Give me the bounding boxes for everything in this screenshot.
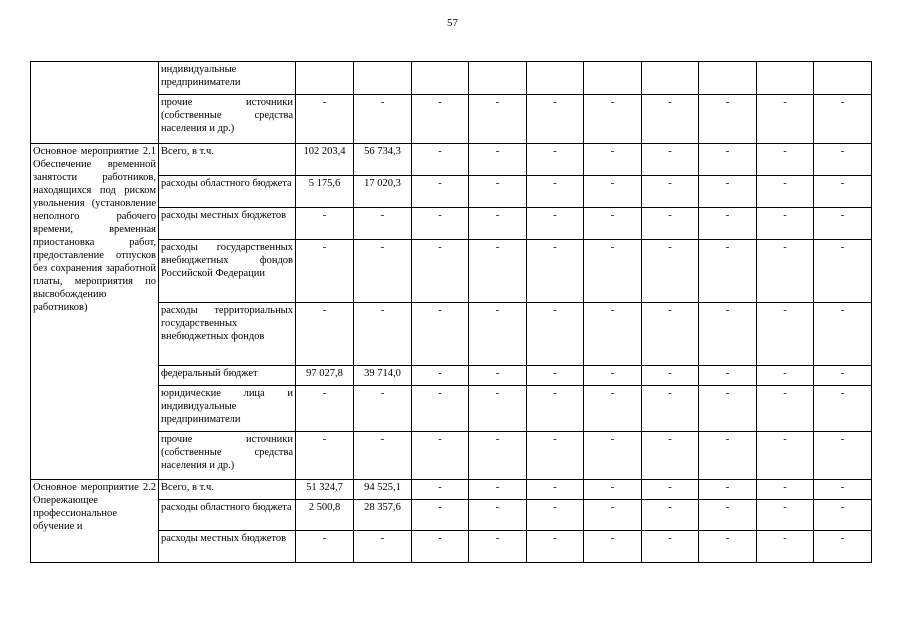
- value-cell: -: [296, 240, 354, 303]
- value-cell: -: [642, 500, 699, 531]
- value-cell: -: [469, 208, 527, 240]
- value-cell: -: [757, 366, 814, 386]
- value-cell: [354, 62, 412, 95]
- funding-source-cell: расходы территориальных государственных внебюджетных фондов: [159, 303, 296, 366]
- value-cell: -: [699, 95, 757, 144]
- value-cell: 39 714,0: [354, 366, 412, 386]
- value-cell: -: [814, 366, 872, 386]
- value-cell: -: [527, 500, 584, 531]
- value-cell: -: [699, 432, 757, 480]
- value-cell: -: [469, 95, 527, 144]
- value-cell: [814, 62, 872, 95]
- value-cell: 97 027,8: [296, 366, 354, 386]
- value-cell: -: [584, 531, 642, 563]
- funding-source-cell: прочие источники (собственные средства населения и др.): [159, 432, 296, 480]
- value-cell: -: [527, 432, 584, 480]
- value-cell: -: [296, 531, 354, 563]
- value-cell: -: [642, 366, 699, 386]
- value-cell: -: [814, 144, 872, 176]
- value-cell: -: [296, 386, 354, 432]
- value-cell: -: [527, 240, 584, 303]
- value-cell: [412, 62, 469, 95]
- value-cell: -: [584, 366, 642, 386]
- value-cell: -: [527, 531, 584, 563]
- value-cell: -: [642, 176, 699, 208]
- value-cell: -: [642, 95, 699, 144]
- value-cell: [469, 62, 527, 95]
- value-cell: -: [814, 95, 872, 144]
- value-cell: -: [412, 95, 469, 144]
- value-cell: -: [814, 432, 872, 480]
- value-cell: -: [757, 176, 814, 208]
- value-cell: -: [412, 144, 469, 176]
- value-cell: -: [757, 531, 814, 563]
- value-cell: -: [469, 366, 527, 386]
- value-cell: -: [757, 208, 814, 240]
- value-cell: [757, 62, 814, 95]
- funding-source-cell: расходы областного бюджета: [159, 176, 296, 208]
- value-cell: 28 357,6: [354, 500, 412, 531]
- value-cell: -: [412, 208, 469, 240]
- value-cell: -: [699, 144, 757, 176]
- value-cell: -: [296, 303, 354, 366]
- value-cell: -: [469, 176, 527, 208]
- value-cell: -: [699, 500, 757, 531]
- value-cell: -: [814, 500, 872, 531]
- value-cell: -: [469, 386, 527, 432]
- funding-source-cell: прочие источники (собственные средства населения и др.): [159, 95, 296, 144]
- value-cell: -: [584, 208, 642, 240]
- value-cell: -: [412, 303, 469, 366]
- value-cell: -: [412, 500, 469, 531]
- value-cell: -: [699, 240, 757, 303]
- value-cell: [584, 62, 642, 95]
- value-cell: -: [757, 500, 814, 531]
- value-cell: [642, 62, 699, 95]
- value-cell: -: [699, 480, 757, 500]
- value-cell: -: [354, 531, 412, 563]
- value-cell: -: [642, 240, 699, 303]
- value-cell: -: [584, 240, 642, 303]
- value-cell: -: [527, 95, 584, 144]
- funding-source-cell: расходы государственных внебюджетных фондов Российской Федерации: [159, 240, 296, 303]
- value-cell: -: [412, 386, 469, 432]
- table-row: [31, 62, 872, 95]
- value-cell: [699, 62, 757, 95]
- funding-source-cell: расходы местных бюджетов: [159, 208, 296, 240]
- value-cell: -: [757, 432, 814, 480]
- value-cell: -: [412, 366, 469, 386]
- value-cell: -: [469, 432, 527, 480]
- page-number: 57: [447, 17, 458, 29]
- value-cell: -: [814, 240, 872, 303]
- value-cell: -: [699, 208, 757, 240]
- funding-source-cell: федеральный бюджет: [159, 366, 296, 386]
- value-cell: -: [412, 176, 469, 208]
- value-cell: 102 203,4: [296, 144, 354, 176]
- value-cell: -: [354, 432, 412, 480]
- value-cell: -: [584, 144, 642, 176]
- value-cell: -: [527, 480, 584, 500]
- value-cell: -: [412, 240, 469, 303]
- value-cell: -: [642, 208, 699, 240]
- value-cell: -: [757, 144, 814, 176]
- value-cell: -: [584, 95, 642, 144]
- value-cell: 51 324,7: [296, 480, 354, 500]
- value-cell: -: [642, 480, 699, 500]
- value-cell: -: [642, 144, 699, 176]
- funding-source-cell: Всего, в т.ч.: [159, 480, 296, 500]
- value-cell: -: [296, 95, 354, 144]
- value-cell: -: [699, 386, 757, 432]
- value-cell: -: [757, 386, 814, 432]
- funding-source-cell: расходы местных бюджетов: [159, 531, 296, 563]
- value-cell: -: [527, 144, 584, 176]
- value-cell: -: [412, 432, 469, 480]
- value-cell: -: [527, 208, 584, 240]
- value-cell: -: [814, 386, 872, 432]
- value-cell: -: [699, 176, 757, 208]
- value-cell: -: [699, 366, 757, 386]
- value-cell: -: [469, 480, 527, 500]
- value-cell: 17 020,3: [354, 176, 412, 208]
- value-cell: -: [584, 386, 642, 432]
- value-cell: -: [814, 303, 872, 366]
- value-cell: -: [354, 240, 412, 303]
- value-cell: -: [814, 531, 872, 563]
- value-cell: 94 525,1: [354, 480, 412, 500]
- value-cell: -: [469, 531, 527, 563]
- value-cell: -: [584, 432, 642, 480]
- value-cell: -: [699, 303, 757, 366]
- value-cell: -: [584, 303, 642, 366]
- value-cell: -: [642, 386, 699, 432]
- event-cell: Основное мероприятие 2.1 Обеспечение временной занятости работников, находящихся под риском увольнения (установление неполного рабочего времени, временная приостановка работ, предоставление отпусков без сохранения заработной платы, мероприятия по высвобождению работников): [31, 144, 159, 480]
- funding-source-cell: Всего, в т.ч.: [159, 144, 296, 176]
- value-cell: -: [354, 95, 412, 144]
- value-cell: -: [814, 176, 872, 208]
- value-cell: -: [814, 208, 872, 240]
- value-cell: -: [354, 386, 412, 432]
- table-row: [31, 480, 872, 500]
- value-cell: -: [757, 95, 814, 144]
- value-cell: -: [699, 531, 757, 563]
- value-cell: -: [412, 531, 469, 563]
- value-cell: -: [527, 176, 584, 208]
- value-cell: -: [584, 176, 642, 208]
- value-cell: -: [469, 303, 527, 366]
- value-cell: -: [354, 208, 412, 240]
- value-cell: 5 175,6: [296, 176, 354, 208]
- budget-table: [30, 61, 872, 563]
- value-cell: -: [527, 386, 584, 432]
- value-cell: [296, 62, 354, 95]
- value-cell: -: [527, 366, 584, 386]
- table-row: [31, 144, 872, 176]
- value-cell: -: [527, 303, 584, 366]
- value-cell: -: [469, 144, 527, 176]
- value-cell: 56 734,3: [354, 144, 412, 176]
- value-cell: -: [469, 500, 527, 531]
- value-cell: -: [584, 480, 642, 500]
- value-cell: -: [412, 480, 469, 500]
- value-cell: 2 500,8: [296, 500, 354, 531]
- value-cell: [527, 62, 584, 95]
- value-cell: -: [296, 208, 354, 240]
- funding-source-cell: расходы областного бюджета: [159, 500, 296, 531]
- value-cell: -: [757, 303, 814, 366]
- funding-source-cell: юридические лица и индивидуальные предприниматели: [159, 386, 296, 432]
- event-cell: [31, 62, 159, 144]
- funding-source-cell: индивидуальные предприниматели: [159, 62, 296, 95]
- value-cell: -: [757, 240, 814, 303]
- value-cell: -: [642, 303, 699, 366]
- value-cell: -: [354, 303, 412, 366]
- value-cell: -: [814, 480, 872, 500]
- value-cell: -: [642, 531, 699, 563]
- value-cell: -: [296, 432, 354, 480]
- event-cell: Основное мероприятие 2.2 Опережающее профессиональное обучение и: [31, 480, 159, 563]
- value-cell: -: [757, 480, 814, 500]
- value-cell: -: [469, 240, 527, 303]
- value-cell: -: [642, 432, 699, 480]
- value-cell: -: [584, 500, 642, 531]
